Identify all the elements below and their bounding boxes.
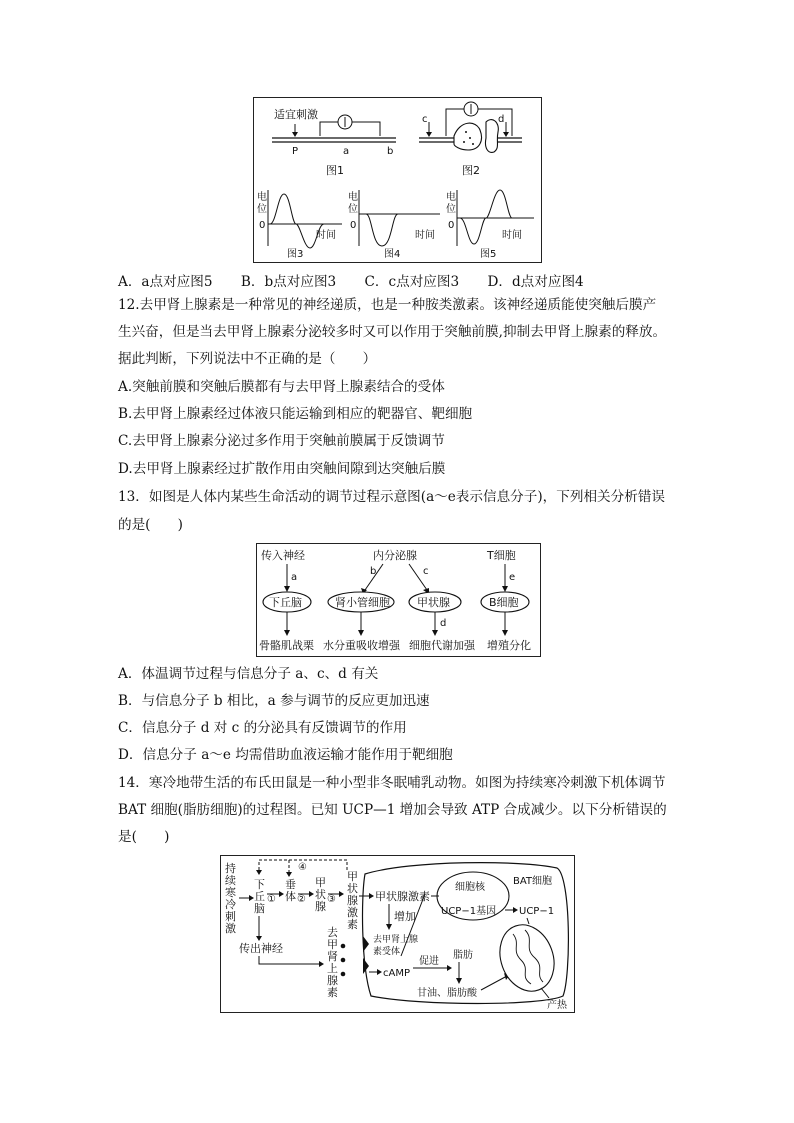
q12-option-a: A.突触前膜和突触后膜都有与去甲肾上腺素结合的受体 bbox=[118, 379, 445, 395]
fig4-zero: 0 bbox=[350, 220, 357, 231]
svg-text:刺: 刺 bbox=[225, 910, 236, 923]
svg-text:丘: 丘 bbox=[254, 890, 265, 903]
q13-kidney: 肾小管细胞 bbox=[335, 596, 390, 609]
q14-stem-3: 是( ) bbox=[118, 829, 170, 845]
q13-option-b: B．与信息分子 b 相比，a 参与调节的反应更加迅速 bbox=[118, 693, 430, 709]
q12-stem-3: 据此判断，下列说法中不正确的是（ ） bbox=[118, 351, 377, 367]
q14-cold bbox=[225, 861, 236, 935]
q13-endocrine: 内分泌腺 bbox=[373, 549, 417, 562]
fig3-zero: 0 bbox=[259, 220, 266, 231]
svg-text:甲: 甲 bbox=[327, 938, 338, 951]
q14-fat: 脂肪 bbox=[453, 950, 473, 961]
q14-n4: ④ bbox=[298, 862, 307, 873]
q13-e: e bbox=[509, 572, 516, 583]
svg-text:肾: 肾 bbox=[327, 950, 338, 963]
q14-bat: BAT细胞 bbox=[513, 876, 553, 887]
q13-stem-2: 的是( ) bbox=[118, 517, 183, 533]
fig3-ylabel-2: 位 bbox=[257, 204, 267, 215]
q14-stem-2: BAT 细胞(脂肪细胞)的过程图。已知 UCP—1 增加会导致 ATP 合成减少。以下分析错误的 bbox=[118, 802, 667, 818]
q13-b: b bbox=[370, 566, 377, 577]
q12-option-d: D.去甲肾上腺素经过扩散作用由突触间隙到达突触后膜 bbox=[118, 461, 446, 477]
q14-figure bbox=[220, 855, 575, 1013]
svg-text:脑: 脑 bbox=[254, 902, 265, 915]
q13-tcell: T细胞 bbox=[487, 549, 516, 562]
q14-n3: ③ bbox=[327, 894, 336, 905]
q13-shiver: 骨骼肌战栗 bbox=[259, 639, 314, 652]
svg-text:甲: 甲 bbox=[315, 876, 326, 889]
fig2-presynaptic bbox=[454, 123, 482, 150]
fig4-xlabel: 时间 bbox=[415, 230, 435, 241]
q13-bcell: B细胞 bbox=[489, 596, 519, 609]
fig3-xlabel: 时间 bbox=[316, 230, 336, 241]
svg-text:寒: 寒 bbox=[225, 886, 236, 899]
svg-text:电: 电 bbox=[348, 192, 358, 203]
q14-receptor-1: 去甲肾上腺 bbox=[373, 935, 419, 945]
q14-ucp-gene: UCP−1基因 bbox=[441, 906, 497, 917]
q14-pituitary bbox=[285, 878, 296, 903]
fig2-caption: 图2 bbox=[462, 164, 480, 177]
q11-option-b: B．b点对应图3 bbox=[240, 274, 337, 290]
q14-stem-1: 14．寒冷地带生活的布氏田鼠是一种小型非冬眠哺乳动物。如图为持续寒冷刺激下机体调节 bbox=[118, 775, 666, 791]
fig5-xlabel: 时间 bbox=[502, 230, 522, 241]
q13-hypothalamus: 下丘脑 bbox=[269, 596, 302, 609]
q14-increase: 增加 bbox=[394, 910, 416, 923]
q13-figure bbox=[256, 543, 541, 657]
q12-stem-1: 12.去甲肾上腺素是一种常见的神经递质，也是一种胺类激素。该神经递质能使突触后膜产 bbox=[118, 297, 657, 313]
q12-option-b: B.去甲肾上腺素经过体液只能运输到相应的靶器官、靶细胞 bbox=[118, 406, 473, 422]
q13-prolif: 增殖分化 bbox=[487, 639, 531, 652]
svg-text:体: 体 bbox=[285, 890, 296, 903]
q14-receptor-2: 素受体 bbox=[373, 947, 401, 957]
q11-options bbox=[118, 270, 608, 290]
q14-heat: 产热 bbox=[547, 1000, 567, 1011]
q14-glycerol: 甘油、脂肪酸 bbox=[417, 988, 477, 999]
q11-option-a: A．a点对应图5 bbox=[118, 274, 213, 290]
fig1-stim-label: 适宜刺激 bbox=[274, 108, 318, 121]
svg-text:腺: 腺 bbox=[347, 894, 358, 907]
q13-a: a bbox=[291, 572, 298, 583]
svg-text:位: 位 bbox=[446, 204, 456, 215]
q13-stem-1: 13．如图是人体内某些生命活动的调节过程示意图(a～e表示信息分子)，下列相关分析错误 bbox=[118, 489, 666, 505]
q14-figure-svg bbox=[221, 856, 574, 1012]
q13-figure-svg bbox=[257, 544, 540, 656]
q14-nucleus: 细胞核 bbox=[455, 882, 485, 893]
svg-text:续: 续 bbox=[225, 874, 236, 887]
svg-text:冷: 冷 bbox=[225, 898, 236, 911]
fig1-b: b bbox=[387, 146, 394, 157]
svg-text:去: 去 bbox=[327, 926, 338, 939]
q14-n1: ① bbox=[267, 894, 276, 905]
q13-afferent: 传入神经 bbox=[261, 549, 305, 562]
fig5-caption: 图5 bbox=[480, 249, 497, 260]
fig2-c: c bbox=[422, 114, 428, 125]
svg-text:素: 素 bbox=[347, 918, 358, 931]
q13-option-c: C．信息分子 d 对 c 的分泌具有反馈调节的作用 bbox=[118, 720, 407, 736]
svg-text:持: 持 bbox=[225, 862, 236, 875]
svg-text:腺: 腺 bbox=[327, 974, 338, 987]
q13-option-d: D．信息分子 a～e 均需借助血液运输才能作用于靶细胞 bbox=[118, 747, 453, 763]
q14-ne-vertical bbox=[327, 925, 338, 999]
q11-figure bbox=[253, 97, 542, 263]
q14-promote: 促进 bbox=[419, 956, 439, 967]
q11-option-c: C．c点对应图3 bbox=[364, 274, 460, 290]
fig1-caption: 图1 bbox=[326, 164, 344, 177]
svg-text:状: 状 bbox=[315, 888, 326, 901]
q14-mitochondrion bbox=[491, 917, 563, 999]
svg-text:状: 状 bbox=[347, 882, 358, 895]
q12-stem-2: 生兴奋，但是当去甲肾上腺素分泌较多时又可以作用于突触前膜,抑制去甲肾上腺素的释放。 bbox=[118, 324, 667, 340]
fig2-postsynaptic bbox=[485, 120, 498, 153]
q11-figure-svg bbox=[254, 98, 541, 262]
svg-text:下: 下 bbox=[254, 878, 265, 891]
fig5-zero: 0 bbox=[448, 220, 455, 231]
svg-text:位: 位 bbox=[348, 204, 358, 215]
q14-efferent: 传出神经 bbox=[239, 942, 283, 955]
fig3-ylabel-1: 电 bbox=[257, 192, 267, 203]
svg-text:垂: 垂 bbox=[285, 878, 296, 891]
fig4-caption: 图4 bbox=[384, 249, 401, 260]
q14-n2: ② bbox=[297, 894, 306, 905]
q12-option-c: C.去甲肾上腺素分泌过多作用于突触前膜属于反馈调节 bbox=[118, 433, 445, 449]
q13-thyroid: 甲状腺 bbox=[417, 596, 450, 609]
q13-d: d bbox=[440, 618, 447, 629]
svg-text:上: 上 bbox=[327, 962, 338, 975]
q14-thyroid-hormone-vertical bbox=[347, 870, 358, 931]
q13-metab: 细胞代谢加强 bbox=[409, 639, 475, 652]
q14-thyroid-hormone: 甲状腺激素 bbox=[375, 890, 430, 903]
svg-text:腺: 腺 bbox=[315, 900, 326, 913]
fig1-a: a bbox=[343, 146, 350, 157]
q14-thyroid bbox=[315, 876, 326, 913]
fig1-p: P bbox=[292, 146, 299, 157]
svg-text:激: 激 bbox=[225, 922, 236, 935]
q13-c: c bbox=[423, 566, 429, 577]
q13-reabsorb: 水分重吸收增强 bbox=[323, 639, 400, 652]
q13-option-a: A．体温调节过程与信息分子 a、c、d 有关 bbox=[118, 666, 379, 682]
q14-ucp: UCP−1 bbox=[519, 906, 555, 917]
svg-text:甲: 甲 bbox=[347, 870, 358, 883]
q14-camp: cAMP bbox=[383, 968, 410, 979]
q14-hypothalamus bbox=[254, 878, 265, 915]
fig3-caption: 图3 bbox=[287, 249, 304, 260]
svg-text:电: 电 bbox=[446, 192, 456, 203]
svg-text:素: 素 bbox=[327, 986, 338, 999]
svg-text:激: 激 bbox=[347, 906, 358, 919]
q11-option-d: D．d点对应图4 bbox=[487, 274, 584, 290]
fig2-d: d bbox=[498, 114, 505, 125]
